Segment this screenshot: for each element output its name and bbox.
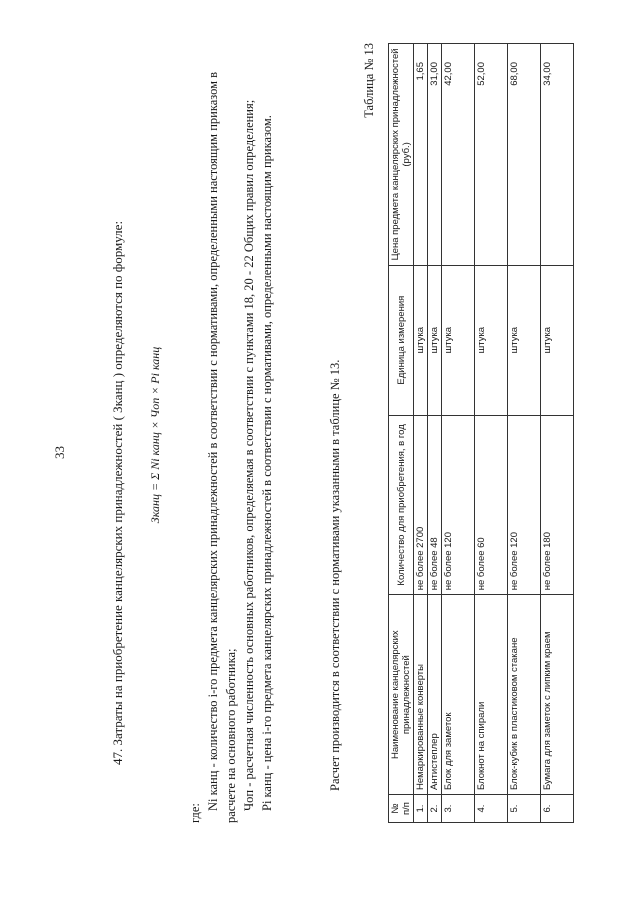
row-number: 1.	[414, 795, 428, 823]
row-quantity: не более 2700	[414, 415, 428, 595]
definition-ch-op: Чоп - расчетная численность основных работников, определяемая в соответствии с пунктами 18, 20 - 22 Общих правил определения;	[242, 99, 256, 811]
page-number: 33	[52, 446, 67, 459]
stationery-table	[388, 43, 574, 823]
calculation-note: Расчет производится в соответствии с нормативами указанными в таблице № 13.	[328, 359, 342, 791]
row-price: 42,00	[442, 44, 475, 266]
table-row	[475, 44, 508, 823]
row-unit: штука	[442, 265, 475, 415]
table-header-row	[389, 44, 414, 823]
row-price: 31,00	[428, 44, 442, 266]
table-row	[414, 44, 428, 823]
row-unit: штука	[428, 265, 442, 415]
row-number: 4.	[475, 795, 508, 823]
explanation-block	[186, 43, 276, 823]
table-row	[442, 44, 475, 823]
table-row	[428, 44, 442, 823]
where-label: где:	[188, 803, 202, 823]
row-quantity: не более 120	[442, 415, 475, 595]
row-number: 5.	[508, 795, 541, 823]
header-name: Наименование канцелярских принадлежностей	[389, 595, 414, 795]
table-caption: Таблица № 13	[362, 43, 376, 118]
row-unit: штука	[475, 265, 508, 415]
section-heading: 47. Затраты на приобретение канцелярских принадлежностей ( Зканц ) определяются по формуле:	[110, 220, 125, 765]
header-unit: Единица измерения	[389, 265, 414, 415]
row-price: 34,00	[541, 44, 574, 266]
formula: Зканц = Σ Ni канц × Чоп × Pi канц	[148, 346, 162, 524]
definition-p-kanc: Pi канц - цена i-го предмета канцелярских принадлежностей в соответствии с нормативами, определенными настоящим приказом.	[260, 115, 274, 811]
header-price: Цена предмета канцелярских принадлежностей (руб.)	[389, 44, 414, 266]
row-name: Блок для заметок	[442, 595, 475, 795]
table-row	[508, 44, 541, 823]
row-unit: штука	[508, 265, 541, 415]
table-row	[541, 44, 574, 823]
row-name: Антистеплер	[428, 595, 442, 795]
row-quantity: не более 120	[508, 415, 541, 595]
row-price: 52,00	[475, 44, 508, 266]
row-name: Бумага для заметок с липким краем	[541, 595, 574, 795]
row-price: 68,00	[508, 44, 541, 266]
header-number: № п/п	[389, 795, 414, 823]
row-name: Блок-кубик в пластиковом стакане	[508, 595, 541, 795]
row-unit: штука	[541, 265, 574, 415]
row-number: 2.	[428, 795, 442, 823]
definition-n-kanc: Ni канц - количество i-го предмета канцелярских принадлежностей в соответствии с нормативами, определенными настоящим приказом в расчете на основного работника;	[206, 71, 238, 823]
row-name: Немаркированные конверты	[414, 595, 428, 795]
row-quantity: не более 60	[475, 415, 508, 595]
row-number: 6.	[541, 795, 574, 823]
row-price: 1,65	[414, 44, 428, 266]
row-number: 3.	[442, 795, 475, 823]
row-quantity: не более 48	[428, 415, 442, 595]
row-quantity: не более 180	[541, 415, 574, 595]
row-name: Блокнот на спирали	[475, 595, 508, 795]
header-quantity: Количество для приобретения, в год	[389, 415, 414, 595]
row-unit: штука	[414, 265, 428, 415]
